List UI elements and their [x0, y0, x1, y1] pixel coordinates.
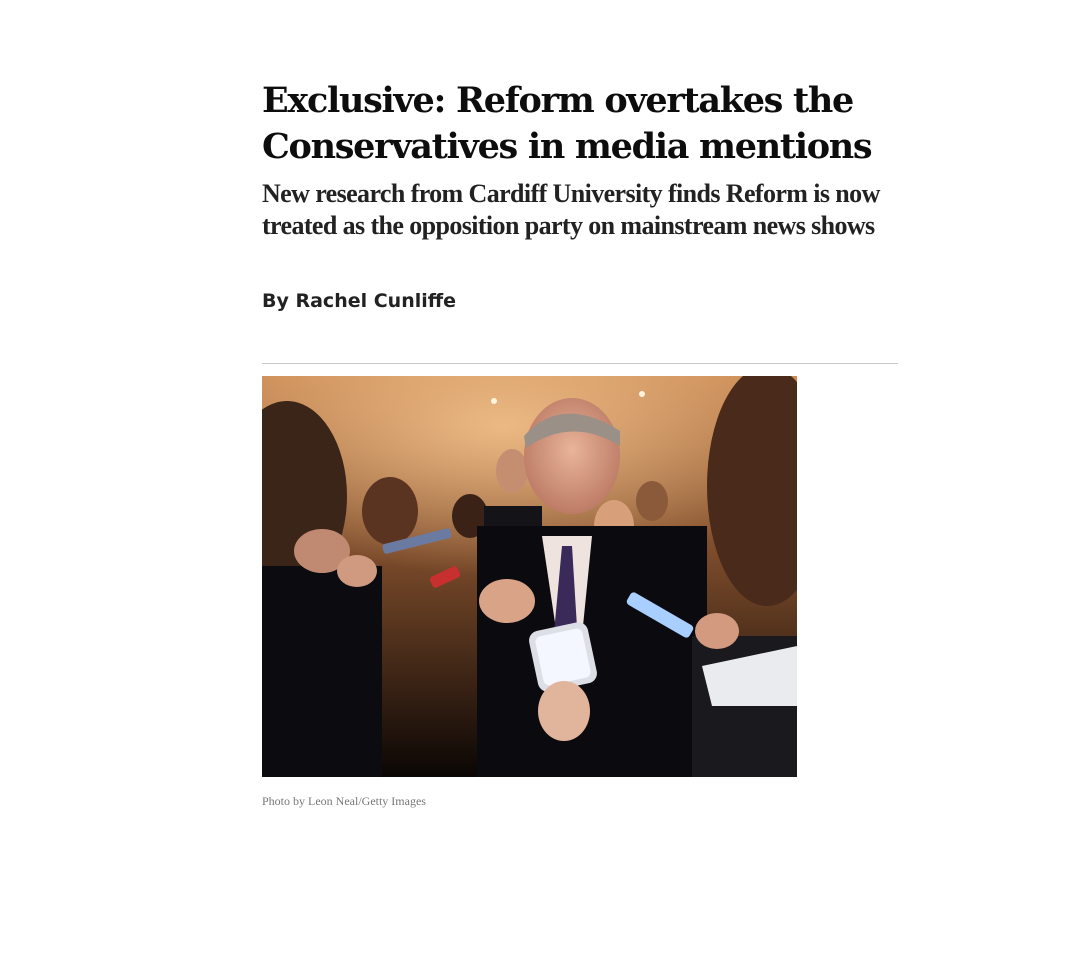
- photo-caption: Photo by Leon Neal/Getty Images: [262, 794, 426, 808]
- author-link[interactable]: Rachel Cunliffe: [295, 290, 457, 312]
- byline: [262, 289, 898, 313]
- lead-photo-illustration: [262, 376, 797, 777]
- headline: Exclusive: Reform overtakes the Conservatives in media mentions: [262, 80, 872, 167]
- lead-photo: [262, 376, 797, 777]
- article: [262, 78, 898, 313]
- byline-prefix: By: [262, 290, 296, 312]
- standfirst: New research from Cardiff University finds Reform is now treated as the opposition party on mainstream news shows: [262, 179, 880, 240]
- divider: [262, 363, 898, 364]
